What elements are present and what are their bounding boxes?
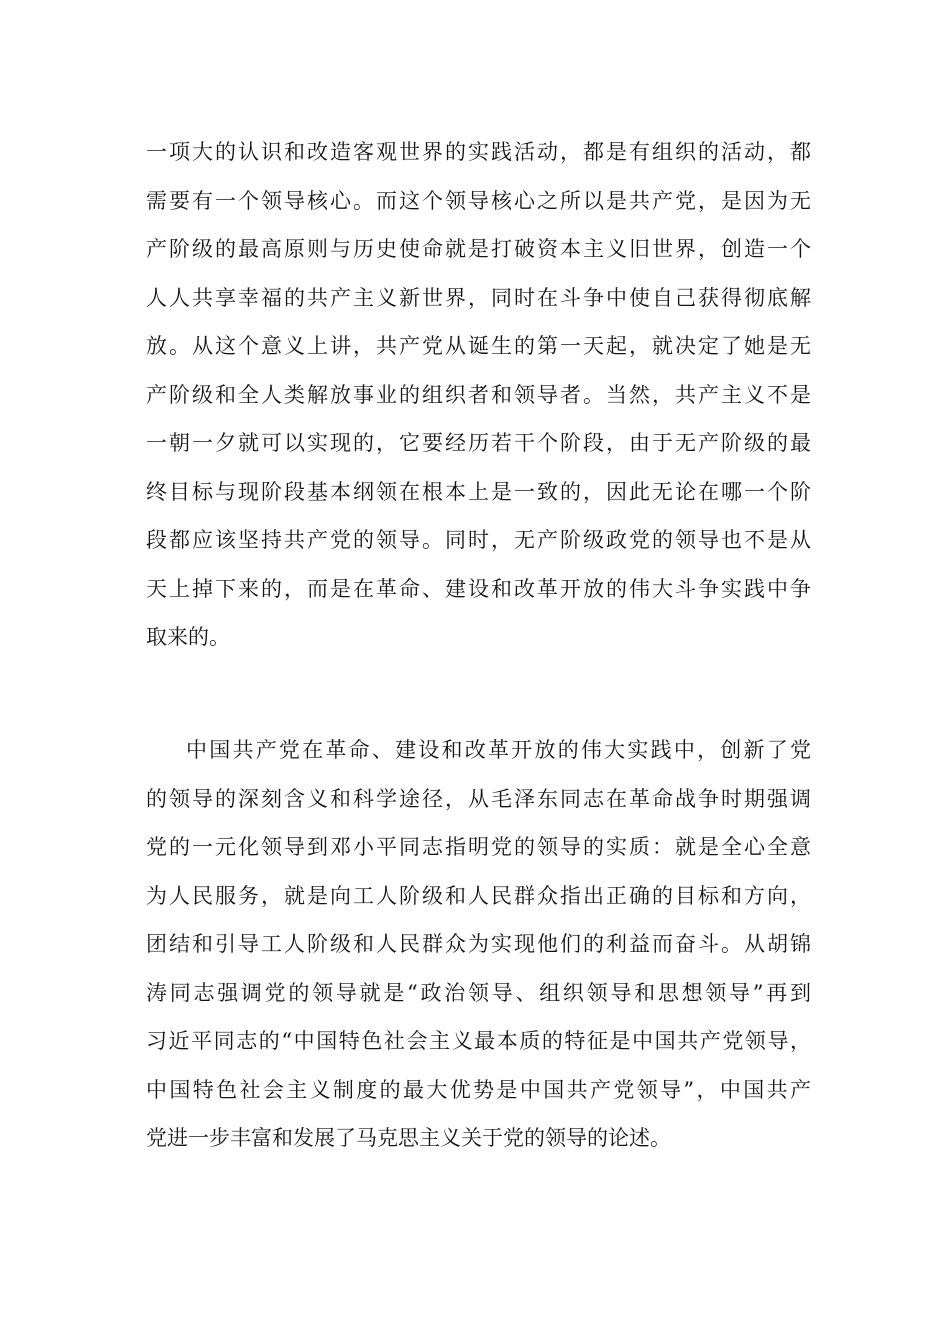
text-line: 产阶级和全人类解放事业的组织者和领导者。当然，共产主义不是 xyxy=(146,382,811,407)
text-line: 人人共享幸福的共产主义新世界，同时在斗争中使自己获得彻底解 xyxy=(146,285,811,310)
paragraph-1 xyxy=(146,128,811,662)
text-line: 团结和引导工人阶级和人民群众为实现他们的利益而奋斗。从胡锦 xyxy=(146,932,811,956)
text-line: 中国共产党在革命、建设和改革开放的伟大实践中，创新了党 xyxy=(186,738,811,762)
text-line: 一朝一夕就可以实现的，它要经历若干个阶段，由于无产阶级的最 xyxy=(146,431,811,455)
text-line: 的领导的深刻含义和科学途径，从毛泽东同志在革命战争时期强调 xyxy=(146,786,811,811)
text-line: 需要有一个领导核心。而这个领导核心之所以是共产党，是因为无 xyxy=(146,188,811,213)
text-line: 终目标与现阶段基本纲领在根本上是一致的，因此无论在哪一个阶 xyxy=(146,479,811,504)
text-line: 党的一元化领导到邓小平同志指明党的领导的实质：就是全心全意 xyxy=(146,835,811,859)
paragraph-2 xyxy=(146,726,811,1163)
text-line: 涛同志强调党的领导就是“政治领导、组织领导和思想领导”再到 xyxy=(146,980,811,1005)
text-line: 天上掉下来的，而是在革命、建设和改革开放的伟大斗争实践中争 xyxy=(146,576,811,601)
text-line: 一项大的认识和改造客观世界的实践活动，都是有组织的活动，都 xyxy=(146,140,811,164)
text-line: 为人民服务，就是向工人阶级和人民群众指出正确的目标和方向， xyxy=(146,883,811,908)
text-line: 产阶级的最高原则与历史使命就是打破资本主义旧世界，创造一个 xyxy=(146,237,811,261)
text-line: 段都应该坚持共产党的领导。同时，无产阶级政党的领导也不是从 xyxy=(146,528,811,552)
text-line: 中国特色社会主义制度的最大优势是中国共产党领导”，中国共产 xyxy=(146,1077,811,1102)
text-line: 党进一步丰富和发展了马克思主义关于党的领导的论述。 xyxy=(146,1126,671,1150)
text-line: 取来的。 xyxy=(146,625,230,649)
text-line: 习近平同志的“中国特色社会主义最本质的特征是中国共产党领导， xyxy=(146,1029,811,1053)
text-line: 放。从这个意义上讲，共产党从诞生的第一天起，就决定了她是无 xyxy=(146,334,811,358)
